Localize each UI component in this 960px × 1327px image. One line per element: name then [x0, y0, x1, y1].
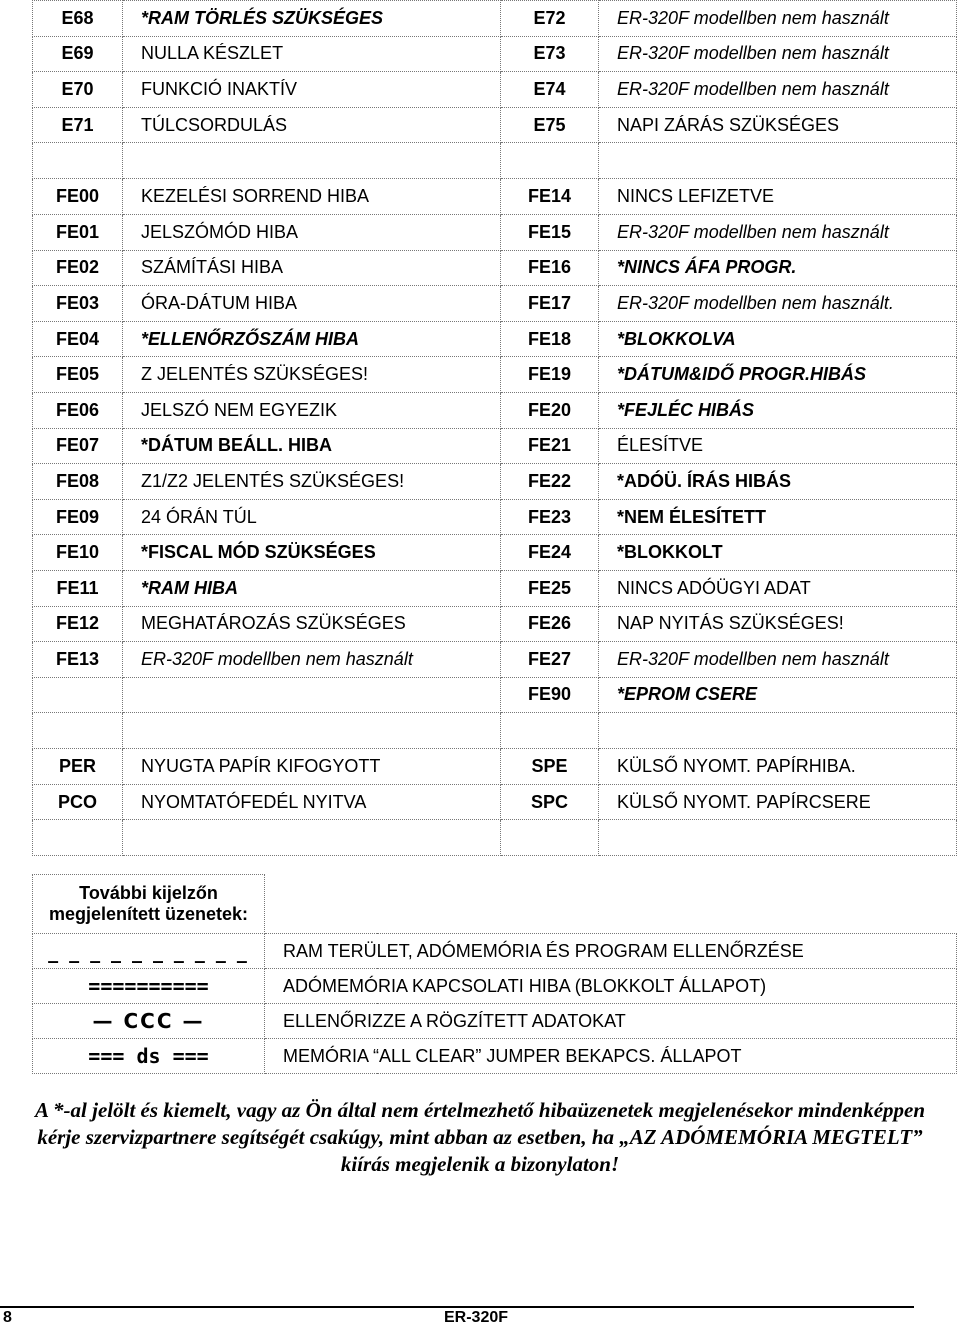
error-code: FE27: [501, 642, 599, 678]
error-code: FE08: [33, 464, 123, 500]
error-message: ÓRA-DÁTUM HIBA: [123, 286, 501, 322]
error-code: PER: [33, 749, 123, 785]
display-symbol: _ _ _ _ _ _ _ _ _ _: [48, 939, 249, 963]
error-message: NAP NYITÁS SZÜKSÉGES!: [599, 606, 957, 642]
page-number: 8: [3, 1309, 12, 1326]
table-row: [33, 250, 957, 286]
spacer-row: [33, 820, 957, 856]
error-code: E73: [501, 36, 599, 72]
error-code: FE90: [501, 677, 599, 713]
warning-note: A *-al jelölt és kiemelt, vagy az Ön által nem értelmezhető hibaüzenetek megjelenésekor mindenképpen kérje szervizpartnere segítségét csakúgy, mint abban az esetben, ha „AZ ADÓMEMÓRIA MEGTELT” kiírás megjelenik a bizonylaton!: [34, 1098, 926, 1176]
error-message: *BLOKKOLVA: [599, 321, 957, 357]
additional-messages-table: [32, 874, 957, 1074]
error-message: ER-320F modellben nem használt: [599, 642, 957, 678]
error-message: KEZELÉSI SORREND HIBA: [123, 179, 501, 215]
error-code: FE11: [33, 570, 123, 606]
table-row: [33, 464, 957, 500]
error-code: SPE: [501, 749, 599, 785]
error-message: *ADÓÜ. ÍRÁS HIBÁS: [599, 464, 957, 500]
error-message: SZÁMÍTÁSI HIBA: [123, 250, 501, 286]
error-message: ER-320F modellben nem használt: [123, 642, 501, 678]
error-message: ÉLESÍTVE: [599, 428, 957, 464]
error-code-table: [32, 0, 957, 856]
table-row: [33, 107, 957, 143]
error-code: FE01: [33, 214, 123, 250]
table-row: [33, 570, 957, 606]
error-code: FE12: [33, 606, 123, 642]
error-code: FE25: [501, 570, 599, 606]
error-code: FE14: [501, 179, 599, 215]
error-message: *FISCAL MÓD SZÜKSÉGES: [123, 535, 501, 571]
error-message: NYUGTA PAPÍR KIFOGYOTT: [123, 749, 501, 785]
error-code: FE19: [501, 357, 599, 393]
table-row: [33, 179, 957, 215]
error-code: FE16: [501, 250, 599, 286]
error-message: NINCS LEFIZETVE: [599, 179, 957, 215]
error-message: ER-320F modellben nem használt.: [599, 286, 957, 322]
error-message: *RAM TÖRLÉS SZÜKSÉGES: [123, 1, 501, 37]
display-symbol: ==========: [88, 974, 209, 998]
table-row: [33, 1, 957, 37]
error-message: NULLA KÉSZLET: [123, 36, 501, 72]
footer-rule: [0, 1306, 914, 1308]
table-row: [33, 286, 957, 322]
error-message: [123, 677, 501, 713]
error-message: KÜLSŐ NYOMT. PAPÍRCSERE: [599, 784, 957, 820]
display-description: MEMÓRIA “ALL CLEAR” JUMPER BEKAPCS. ÁLLAPOT: [265, 1039, 957, 1074]
error-code: FE24: [501, 535, 599, 571]
error-code: E68: [33, 1, 123, 37]
display-message-row: [33, 1004, 957, 1039]
additional-messages-header: További kijelzőn megjelenített üzenetek:: [33, 875, 265, 934]
display-description: RAM TERÜLET, ADÓMEMÓRIA ÉS PROGRAM ELLENŐRZÉSE: [265, 934, 957, 969]
table-row: [33, 72, 957, 108]
table-row: [33, 606, 957, 642]
error-message: *BLOKKOLT: [599, 535, 957, 571]
error-code: FE04: [33, 321, 123, 357]
table-row: [33, 784, 957, 820]
error-code: FE09: [33, 499, 123, 535]
error-message: NINCS ADÓÜGYI ADAT: [599, 570, 957, 606]
error-message: ER-320F modellben nem használt: [599, 72, 957, 108]
error-code: FE22: [501, 464, 599, 500]
error-code: E69: [33, 36, 123, 72]
display-message-row: [33, 969, 957, 1004]
error-code: E72: [501, 1, 599, 37]
error-message: *ELLENŐRZŐSZÁM HIBA: [123, 321, 501, 357]
table-row: [33, 321, 957, 357]
error-code: E70: [33, 72, 123, 108]
error-message: KÜLSŐ NYOMT. PAPÍRHIBA.: [599, 749, 957, 785]
table-row: [33, 428, 957, 464]
table-row: [33, 677, 957, 713]
error-message: NAPI ZÁRÁS SZÜKSÉGES: [599, 107, 957, 143]
error-code: FE07: [33, 428, 123, 464]
error-message: *DÁTUM BEÁLL. HIBA: [123, 428, 501, 464]
error-code: E71: [33, 107, 123, 143]
error-code: FE13: [33, 642, 123, 678]
error-code: PCO: [33, 784, 123, 820]
error-code: FE06: [33, 392, 123, 428]
error-code: FE10: [33, 535, 123, 571]
spacer-row: [33, 713, 957, 749]
error-message: ER-320F modellben nem használt: [599, 214, 957, 250]
error-message: *RAM HIBA: [123, 570, 501, 606]
table-row: [33, 499, 957, 535]
error-message: *NINCS ÁFA PROGR.: [599, 250, 957, 286]
error-code: E75: [501, 107, 599, 143]
error-code: SPC: [501, 784, 599, 820]
error-message: JELSZÓ NEM EGYEZIK: [123, 392, 501, 428]
error-message: Z1/Z2 JELENTÉS SZÜKSÉGES!: [123, 464, 501, 500]
table-row: [33, 535, 957, 571]
error-code: FE15: [501, 214, 599, 250]
error-message: 24 ÓRÁN TÚL: [123, 499, 501, 535]
error-message: NYOMTATÓFEDÉL NYITVA: [123, 784, 501, 820]
error-code: FE00: [33, 179, 123, 215]
table-row: [33, 214, 957, 250]
error-message: ER-320F modellben nem használt: [599, 1, 957, 37]
error-code: [33, 677, 123, 713]
spacer-row: [33, 143, 957, 179]
error-code: FE05: [33, 357, 123, 393]
display-description: ELLENŐRIZZE A RÖGZÍTETT ADATOKAT: [265, 1004, 957, 1039]
error-code: FE21: [501, 428, 599, 464]
table-row: [33, 642, 957, 678]
error-message: JELSZÓMÓD HIBA: [123, 214, 501, 250]
table-row: [33, 392, 957, 428]
error-message: *NEM ÉLESÍTETT: [599, 499, 957, 535]
display-message-row: [33, 1039, 957, 1074]
display-symbol: — CCC —: [92, 1009, 205, 1033]
error-code: FE02: [33, 250, 123, 286]
error-code: FE17: [501, 286, 599, 322]
error-code: FE20: [501, 392, 599, 428]
table-row: [33, 357, 957, 393]
error-code: FE18: [501, 321, 599, 357]
error-code: FE26: [501, 606, 599, 642]
error-message: FUNKCIÓ INAKTÍV: [123, 72, 501, 108]
table-row: [33, 36, 957, 72]
error-message: MEGHATÁROZÁS SZÜKSÉGES: [123, 606, 501, 642]
error-message: TÚLCSORDULÁS: [123, 107, 501, 143]
display-symbol: === ds ===: [88, 1044, 209, 1068]
error-message: Z JELENTÉS SZÜKSÉGES!: [123, 357, 501, 393]
error-code: FE03: [33, 286, 123, 322]
error-message: *FEJLÉC HIBÁS: [599, 392, 957, 428]
error-code: FE23: [501, 499, 599, 535]
error-message: ER-320F modellben nem használt: [599, 36, 957, 72]
display-description: ADÓMEMÓRIA KAPCSOLATI HIBA (BLOKKOLT ÁLLAPOT): [265, 969, 957, 1004]
error-message: *EPROM CSERE: [599, 677, 957, 713]
error-code: E74: [501, 72, 599, 108]
table-row: [33, 749, 957, 785]
error-message: *DÁTUM&IDŐ PROGR.HIBÁS: [599, 357, 957, 393]
footer-model: ER-320F: [444, 1309, 509, 1326]
display-message-row: [33, 934, 957, 969]
